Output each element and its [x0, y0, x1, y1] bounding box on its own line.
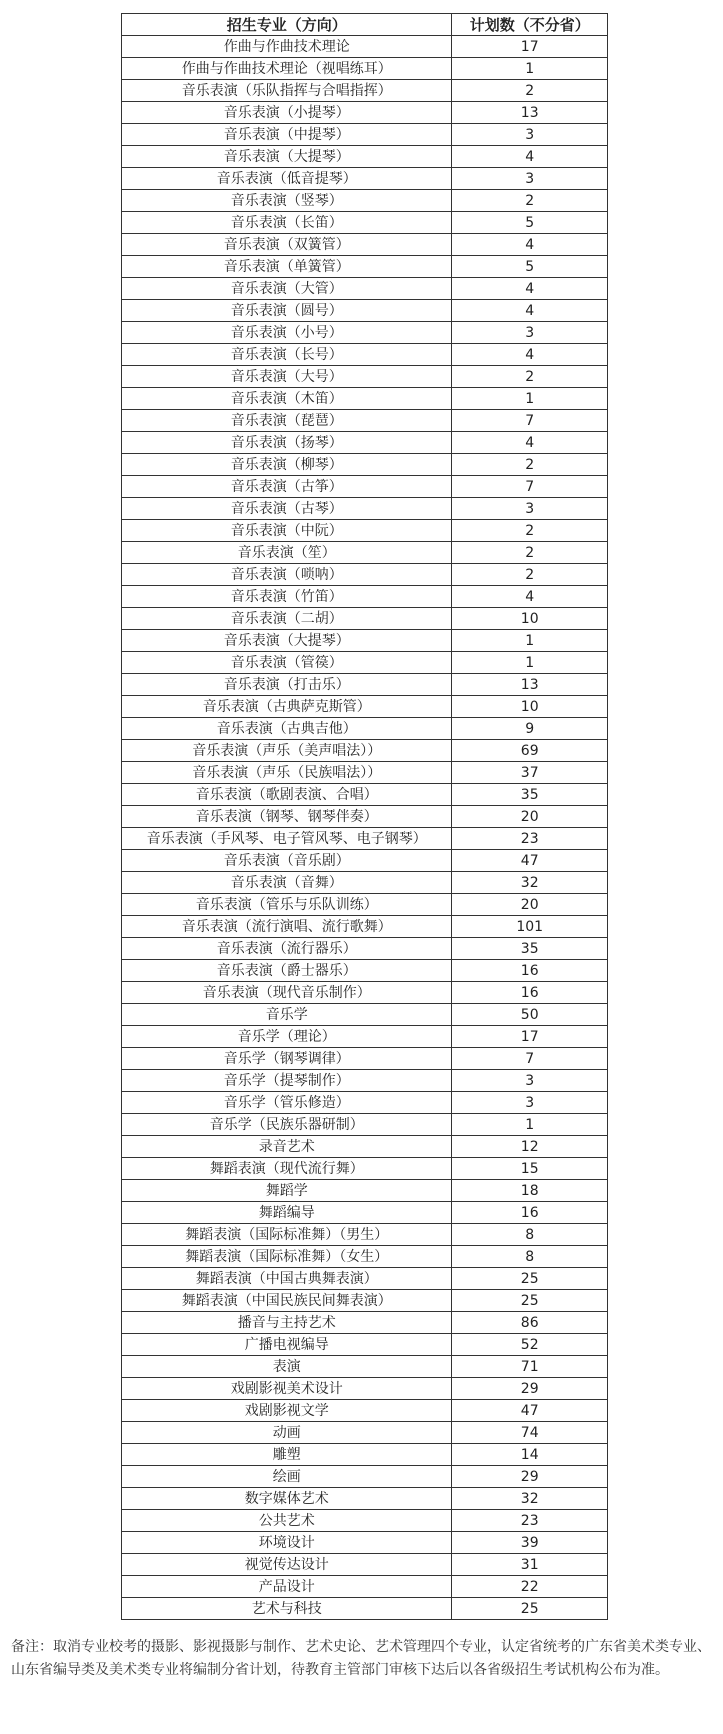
- cell-plan-count: 39: [452, 1532, 608, 1554]
- cell-major: 音乐表演（古典萨克斯管）: [122, 696, 452, 718]
- table-row: [122, 300, 608, 322]
- table-row: [122, 58, 608, 80]
- cell-plan-count: 101: [452, 916, 608, 938]
- cell-plan-count: 5: [452, 256, 608, 278]
- cell-major: 作曲与作曲技术理论（视唱练耳）: [122, 58, 452, 80]
- table-row: [122, 718, 608, 740]
- cell-plan-count: 29: [452, 1466, 608, 1488]
- table-row: [122, 542, 608, 564]
- table-row: [122, 520, 608, 542]
- cell-plan-count: 20: [452, 806, 608, 828]
- cell-plan-count: 3: [452, 124, 608, 146]
- cell-major: 音乐表演（手风琴、电子管风琴、电子钢琴）: [122, 828, 452, 850]
- cell-plan-count: 25: [452, 1268, 608, 1290]
- table-row: [122, 1268, 608, 1290]
- cell-major: 动画: [122, 1422, 452, 1444]
- cell-major: 音乐表演（二胡）: [122, 608, 452, 630]
- table-row: [122, 476, 608, 498]
- cell-major: 音乐表演（竹笛）: [122, 586, 452, 608]
- cell-major: 舞蹈表演（国际标准舞）（男生）: [122, 1224, 452, 1246]
- cell-major: 环境设计: [122, 1532, 452, 1554]
- enrollment-plan-table: [121, 13, 608, 1620]
- cell-major: 音乐表演（流行器乐）: [122, 938, 452, 960]
- header-major: 招生专业（方向）: [122, 14, 452, 36]
- cell-major: 音乐表演（古琴）: [122, 498, 452, 520]
- cell-major: 音乐学（民族乐器研制）: [122, 1114, 452, 1136]
- cell-major: 音乐表演（钢琴、钢琴伴奏）: [122, 806, 452, 828]
- table-row: [122, 234, 608, 256]
- cell-major: 音乐表演（小提琴）: [122, 102, 452, 124]
- table-row: [122, 1422, 608, 1444]
- table-row: [122, 1532, 608, 1554]
- cell-plan-count: 2: [452, 454, 608, 476]
- cell-major: 表演: [122, 1356, 452, 1378]
- cell-plan-count: 4: [452, 344, 608, 366]
- cell-plan-count: 8: [452, 1246, 608, 1268]
- table-row: [122, 1136, 608, 1158]
- cell-major: 公共艺术: [122, 1510, 452, 1532]
- cell-major: 舞蹈学: [122, 1180, 452, 1202]
- table-row: [122, 806, 608, 828]
- cell-major: 戏剧影视美术设计: [122, 1378, 452, 1400]
- cell-plan-count: 1: [452, 630, 608, 652]
- cell-plan-count: 50: [452, 1004, 608, 1026]
- cell-major: 作曲与作曲技术理论: [122, 36, 452, 58]
- table-row: [122, 982, 608, 1004]
- cell-major: 音乐表演（唢呐）: [122, 564, 452, 586]
- cell-plan-count: 52: [452, 1334, 608, 1356]
- cell-major: 音乐表演（古典吉他）: [122, 718, 452, 740]
- table-row: [122, 960, 608, 982]
- table-row: [122, 190, 608, 212]
- cell-major: 音乐表演（双簧管）: [122, 234, 452, 256]
- enrollment-plan-table-container: [121, 13, 608, 1620]
- table-row: [122, 498, 608, 520]
- cell-major: 音乐表演（琵琶）: [122, 410, 452, 432]
- cell-plan-count: 32: [452, 1488, 608, 1510]
- table-row: [122, 916, 608, 938]
- table-row: [122, 740, 608, 762]
- cell-major: 数字媒体艺术: [122, 1488, 452, 1510]
- table-row: [122, 938, 608, 960]
- cell-plan-count: 1: [452, 58, 608, 80]
- cell-major: 舞蹈表演（现代流行舞）: [122, 1158, 452, 1180]
- cell-major: 音乐表演（笙）: [122, 542, 452, 564]
- cell-plan-count: 2: [452, 80, 608, 102]
- table-row: [122, 1246, 608, 1268]
- cell-major: 音乐表演（管篌）: [122, 652, 452, 674]
- table-row: [122, 1202, 608, 1224]
- cell-plan-count: 71: [452, 1356, 608, 1378]
- cell-plan-count: 2: [452, 542, 608, 564]
- cell-major: 音乐表演（大提琴）: [122, 630, 452, 652]
- cell-major: 播音与主持艺术: [122, 1312, 452, 1334]
- cell-plan-count: 18: [452, 1180, 608, 1202]
- cell-plan-count: 13: [452, 674, 608, 696]
- table-row: [122, 1576, 608, 1598]
- cell-plan-count: 17: [452, 1026, 608, 1048]
- cell-plan-count: 16: [452, 960, 608, 982]
- cell-plan-count: 25: [452, 1290, 608, 1312]
- cell-major: 音乐表演（声乐（民族唱法））: [122, 762, 452, 784]
- table-row: [122, 608, 608, 630]
- table-row: [122, 586, 608, 608]
- table-row: [122, 454, 608, 476]
- table-row: [122, 1356, 608, 1378]
- cell-major: 产品设计: [122, 1576, 452, 1598]
- cell-major: 音乐学（理论）: [122, 1026, 452, 1048]
- cell-plan-count: 4: [452, 300, 608, 322]
- cell-plan-count: 14: [452, 1444, 608, 1466]
- table-row: [122, 1290, 608, 1312]
- cell-major: 音乐表演（木笛）: [122, 388, 452, 410]
- table-row: [122, 1070, 608, 1092]
- footnote: 备注：取消专业校考的摄影、影视摄影与制作、艺术史论、艺术管理四个专业，认定省统考的广东省美术类专业、山东省编导类及美术类专业将编制分省计划，待教育主管部门审核下达后以各省级招生考试机构公布为准。: [11, 1639, 711, 1678]
- cell-major: 音乐表演（单簧管）: [122, 256, 452, 278]
- cell-plan-count: 9: [452, 718, 608, 740]
- table-row: [122, 1114, 608, 1136]
- table-row: [122, 872, 608, 894]
- table-row: [122, 696, 608, 718]
- header-plan-count: 计划数（不分省）: [452, 14, 608, 36]
- cell-major: 音乐表演（大号）: [122, 366, 452, 388]
- cell-major: 音乐学（管乐修造）: [122, 1092, 452, 1114]
- cell-major: 音乐表演（柳琴）: [122, 454, 452, 476]
- table-row: [122, 1004, 608, 1026]
- cell-plan-count: 1: [452, 388, 608, 410]
- table-row: [122, 1378, 608, 1400]
- cell-major: 音乐表演（中阮）: [122, 520, 452, 542]
- cell-major: 音乐表演（打击乐）: [122, 674, 452, 696]
- cell-major: 舞蹈表演（中国民族民间舞表演）: [122, 1290, 452, 1312]
- cell-plan-count: 7: [452, 1048, 608, 1070]
- cell-plan-count: 32: [452, 872, 608, 894]
- table-row: [122, 278, 608, 300]
- cell-plan-count: 69: [452, 740, 608, 762]
- table-row: [122, 80, 608, 102]
- table-row: [122, 1510, 608, 1532]
- cell-plan-count: 7: [452, 476, 608, 498]
- cell-plan-count: 2: [452, 366, 608, 388]
- cell-plan-count: 16: [452, 1202, 608, 1224]
- cell-plan-count: 4: [452, 278, 608, 300]
- cell-major: 音乐表演（乐队指挥与合唱指挥）: [122, 80, 452, 102]
- cell-major: 视觉传达设计: [122, 1554, 452, 1576]
- table-row: [122, 432, 608, 454]
- cell-major: 音乐表演（流行演唱、流行歌舞）: [122, 916, 452, 938]
- table-row: [122, 674, 608, 696]
- cell-plan-count: 7: [452, 410, 608, 432]
- cell-plan-count: 15: [452, 1158, 608, 1180]
- cell-major: 音乐表演（歌剧表演、合唱）: [122, 784, 452, 806]
- cell-plan-count: 1: [452, 652, 608, 674]
- table-row: [122, 1180, 608, 1202]
- cell-plan-count: 2: [452, 564, 608, 586]
- table-row: [122, 850, 608, 872]
- table-row: [122, 1026, 608, 1048]
- table-row: [122, 146, 608, 168]
- cell-major: 音乐表演（长号）: [122, 344, 452, 366]
- table-row: [122, 124, 608, 146]
- cell-plan-count: 1: [452, 1114, 608, 1136]
- table-row: [122, 828, 608, 850]
- cell-plan-count: 22: [452, 1576, 608, 1598]
- cell-plan-count: 2: [452, 190, 608, 212]
- cell-plan-count: 12: [452, 1136, 608, 1158]
- cell-major: 音乐表演（管乐与乐队训练）: [122, 894, 452, 916]
- cell-plan-count: 37: [452, 762, 608, 784]
- cell-plan-count: 23: [452, 828, 608, 850]
- cell-plan-count: 16: [452, 982, 608, 1004]
- cell-plan-count: 74: [452, 1422, 608, 1444]
- cell-major: 音乐表演（低音提琴）: [122, 168, 452, 190]
- table-row: [122, 1554, 608, 1576]
- cell-plan-count: 20: [452, 894, 608, 916]
- cell-plan-count: 47: [452, 1400, 608, 1422]
- cell-major: 音乐表演（声乐（美声唱法））: [122, 740, 452, 762]
- table-row: [122, 102, 608, 124]
- table-row: [122, 652, 608, 674]
- cell-plan-count: 25: [452, 1598, 608, 1620]
- cell-plan-count: 86: [452, 1312, 608, 1334]
- table-row: [122, 1224, 608, 1246]
- cell-plan-count: 10: [452, 696, 608, 718]
- table-row: [122, 1312, 608, 1334]
- table-body: [122, 36, 608, 1620]
- cell-plan-count: 4: [452, 586, 608, 608]
- cell-plan-count: 3: [452, 1070, 608, 1092]
- cell-major: 艺术与科技: [122, 1598, 452, 1620]
- table-row: [122, 630, 608, 652]
- cell-plan-count: 17: [452, 36, 608, 58]
- table-row: [122, 1092, 608, 1114]
- table-row: [122, 344, 608, 366]
- cell-major: 音乐学（钢琴调律）: [122, 1048, 452, 1070]
- cell-major: 舞蹈编导: [122, 1202, 452, 1224]
- cell-major: 音乐表演（长笛）: [122, 212, 452, 234]
- cell-major: 音乐表演（现代音乐制作）: [122, 982, 452, 1004]
- table-row: [122, 256, 608, 278]
- cell-plan-count: 4: [452, 234, 608, 256]
- cell-major: 音乐表演（音乐剧）: [122, 850, 452, 872]
- table-row: [122, 1158, 608, 1180]
- cell-major: 戏剧影视文学: [122, 1400, 452, 1422]
- cell-major: 音乐表演（竖琴）: [122, 190, 452, 212]
- cell-major: 舞蹈表演（中国古典舞表演）: [122, 1268, 452, 1290]
- cell-plan-count: 29: [452, 1378, 608, 1400]
- table-row: [122, 762, 608, 784]
- cell-major: 舞蹈表演（国际标准舞）（女生）: [122, 1246, 452, 1268]
- table-row: [122, 894, 608, 916]
- cell-plan-count: 4: [452, 432, 608, 454]
- cell-major: 音乐表演（扬琴）: [122, 432, 452, 454]
- cell-plan-count: 3: [452, 322, 608, 344]
- cell-major: 音乐表演（小号）: [122, 322, 452, 344]
- table-row: [122, 1048, 608, 1070]
- cell-plan-count: 5: [452, 212, 608, 234]
- table-row: [122, 388, 608, 410]
- cell-major: 广播电视编导: [122, 1334, 452, 1356]
- table-row: [122, 1466, 608, 1488]
- table-row: [122, 322, 608, 344]
- cell-major: 音乐表演（音舞）: [122, 872, 452, 894]
- table-row: [122, 1444, 608, 1466]
- cell-plan-count: 35: [452, 938, 608, 960]
- cell-plan-count: 3: [452, 498, 608, 520]
- cell-plan-count: 47: [452, 850, 608, 872]
- cell-major: 音乐表演（圆号）: [122, 300, 452, 322]
- cell-major: 音乐表演（大提琴）: [122, 146, 452, 168]
- cell-major: 雕塑: [122, 1444, 452, 1466]
- cell-plan-count: 3: [452, 1092, 608, 1114]
- cell-major: 绘画: [122, 1466, 452, 1488]
- cell-plan-count: 35: [452, 784, 608, 806]
- cell-major: 录音艺术: [122, 1136, 452, 1158]
- cell-plan-count: 2: [452, 520, 608, 542]
- cell-plan-count: 31: [452, 1554, 608, 1576]
- table-row: [122, 1488, 608, 1510]
- table-header-row: [122, 14, 608, 36]
- table-row: [122, 168, 608, 190]
- table-row: [122, 564, 608, 586]
- cell-major: 音乐学（提琴制作）: [122, 1070, 452, 1092]
- table-row: [122, 36, 608, 58]
- cell-major: 音乐表演（爵士器乐）: [122, 960, 452, 982]
- cell-major: 音乐表演（大管）: [122, 278, 452, 300]
- cell-plan-count: 13: [452, 102, 608, 124]
- table-row: [122, 212, 608, 234]
- cell-major: 音乐学: [122, 1004, 452, 1026]
- cell-plan-count: 8: [452, 1224, 608, 1246]
- cell-plan-count: 3: [452, 168, 608, 190]
- table-row: [122, 366, 608, 388]
- cell-plan-count: 23: [452, 1510, 608, 1532]
- cell-plan-count: 10: [452, 608, 608, 630]
- table-row: [122, 784, 608, 806]
- cell-plan-count: 4: [452, 146, 608, 168]
- cell-major: 音乐表演（古筝）: [122, 476, 452, 498]
- table-row: [122, 1598, 608, 1620]
- table-row: [122, 410, 608, 432]
- table-row: [122, 1334, 608, 1356]
- cell-major: 音乐表演（中提琴）: [122, 124, 452, 146]
- table-row: [122, 1400, 608, 1422]
